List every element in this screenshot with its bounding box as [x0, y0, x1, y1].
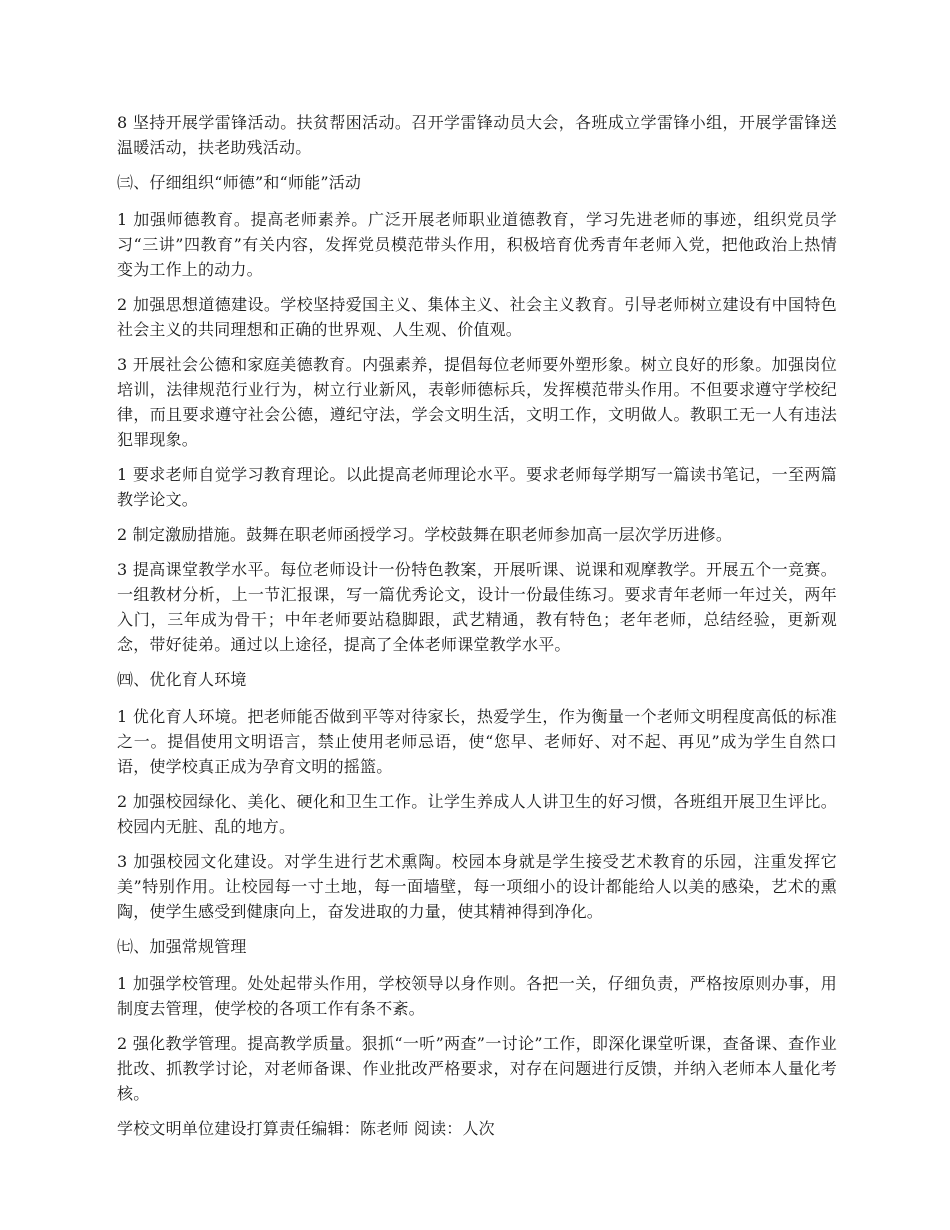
- paragraph-campus-culture: 3 加强校园文化建设。对学生进行艺术熏陶。校园本身就是学生接受艺术教育的乐园，注重发挥它美”特别作用。让校园每一寸土地，每一面墙壁，每一项细小的设计都能给人以美的感染，艺术的熏陶，使学生感受到健康向上，奋发进取的力量，使其精神得到净化。: [117, 852, 837, 921]
- section-heading-teacher-ethics: ㈢、仔细组织“师德”和“师能”活动: [117, 173, 362, 192]
- document-page: [117, 110, 837, 1151]
- paragraph-school-management: 1 加强学校管理。处处起带头作用，学校领导以身作则。各把一关，仔细负责，严格按原则办事，用制度去管理，使学校的各项工作有条不紊。: [117, 974, 837, 1018]
- section-heading-routine-management: ㈦、加强常规管理: [117, 937, 247, 956]
- paragraph-incentives: 2 制定激励措施。鼓舞在职老师函授学习。学校鼓舞在职老师参加高一层次学历进修。: [117, 525, 733, 544]
- paragraph-teaching-management: 2 强化教学管理。提高教学质量。狠抓“一听”两查”一讨论”工作，即深化课堂听课，查备课、查作业批改、抓教学讨论，对老师备课、作业批改严格要求，对存在问题进行反馈，并纳入老师本人量化考核。: [117, 1034, 837, 1103]
- paragraph-lei-feng: 8 坚持开展学雷锋活动。扶贫帮困活动。召开学雷锋动员大会，各班成立学雷锋小组，开展学雷锋送温暖活动，扶老助残活动。: [117, 113, 837, 157]
- footer-editor-line: 学校文明单位建设打算责任编辑：陈老师 阅读：人次: [117, 1119, 495, 1138]
- paragraph-optimize-environment: 1 优化育人环境。把老师能否做到平等对待家长，热爱学生，作为衡量一个老师文明程度高低的标准之一。提倡使用文明语言，禁止使用老师忌语，使“您早、老师好、对不起、再见”成为学生自然口语，使学校真正成为孕育文明的摇篮。: [117, 707, 837, 776]
- paragraph-study-theory: 1 要求老师自觉学习教育理论。以此提高老师理论水平。要求老师每学期写一篇读书笔记，一至两篇教学论文。: [117, 465, 837, 509]
- paragraph-social-morality: 3 开展社会公德和家庭美德教育。内强素养，提倡每位老师要外塑形象。树立良好的形象。加强岗位培训，法律规范行业行为，树立行业新风，表彰师德标兵，发挥模范带头作用。不但要求遵守学校纪律，而且要求遵守社会公德，遵纪守法，学会文明生活，文明工作，文明做人。教职工无一人有违法犯罪现象。: [117, 355, 837, 449]
- section-heading-environment: ㈣、优化育人环境: [117, 670, 247, 689]
- paragraph-ethics-education: 1 加强师德教育。提高老师素养。广泛开展老师职业道德教育，学习先进老师的事迹，组织党员学习“三讲”四教育”有关内容，发挥党员模范带头作用，积极培育优秀青年老师入党，把他政治上热情变为工作上的动力。: [117, 210, 837, 279]
- paragraph-classroom-teaching: 3 提高课堂教学水平。每位老师设计一份特色教案，开展听课、说课和观摩教学。开展五个一竞赛。一组教材分析，上一节汇报课，写一篇优秀论文，设计一份最佳练习。要求青年老师一年过关，两年入门，三年成为骨干；中年老师要站稳脚跟，武艺精通，教有特色；老年老师，总结经验，更新观念，带好徒弟。通过以上途径，提高了全体老师课堂教学水平。: [117, 560, 837, 654]
- paragraph-moral-construction: 2 加强思想道德建设。学校坚持爱国主义、集体主义、社会主义教育。引导老师树立建设有中国特色社会主义的共同理想和正确的世界观、人生观、价值观。: [117, 295, 837, 339]
- paragraph-greening: 2 加强校园绿化、美化、硬化和卫生工作。让学生养成人人讲卫生的好习惯，各班组开展卫生评比。校园内无脏、乱的地方。: [117, 792, 837, 836]
